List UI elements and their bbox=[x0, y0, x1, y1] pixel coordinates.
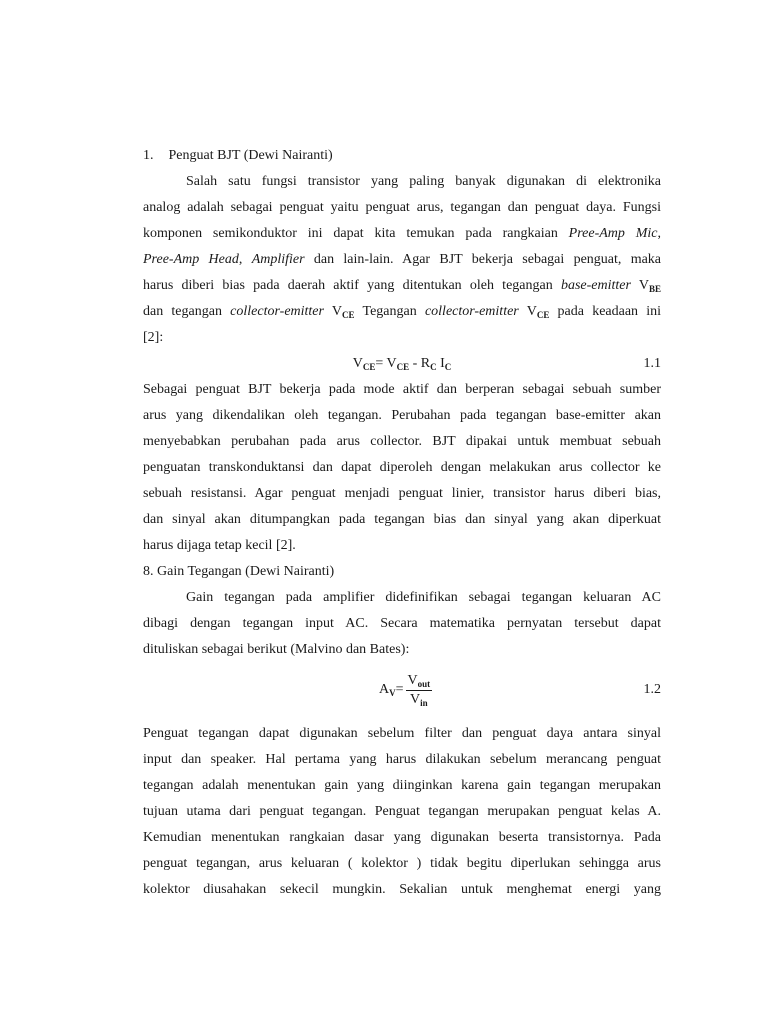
text-span: dan tegangan bbox=[143, 304, 231, 319]
paragraph-line: menyebabkan perubahan pada arus collector. BJT dipakai untuk membuat sebuah bbox=[143, 434, 661, 449]
eq-symbol: V bbox=[410, 691, 421, 707]
italic-term: collector-emitter bbox=[230, 304, 324, 319]
paragraph-line: Gain tegangan pada amplifier didefinifikan sebagai tegangan keluaran AC bbox=[186, 590, 661, 605]
italic-term: collector-emitter bbox=[424, 304, 519, 319]
paragraph-line: input dan speaker. Hal pertama yang harus dilakukan sebelum merancang penguat bbox=[143, 752, 661, 767]
eq-symbol: A bbox=[379, 682, 390, 697]
fraction-numerator bbox=[406, 672, 433, 691]
paragraph-line: Penguat tegangan dapat digunakan sebelum filter dan penguat daya antara sinyal bbox=[143, 726, 661, 741]
paragraph-line: dituliskan sebagai berikut (Malvino dan Bates): bbox=[143, 642, 410, 657]
paragraph-line: arus yang dikendalikan oleh tegangan. Perubahan pada tegangan base-emitter akan bbox=[143, 408, 661, 423]
document-page bbox=[143, 143, 661, 903]
paragraph-line: sebuah resistansi. Agar penguat menjadi penguat linier, transistor harus diberi bias, bbox=[143, 486, 661, 501]
equation-body bbox=[379, 667, 432, 713]
paragraph-line: Salah satu fungsi transistor yang paling banyak digunakan di elektronika bbox=[186, 174, 661, 189]
subscript: BE bbox=[649, 284, 661, 294]
fraction-denominator bbox=[408, 691, 430, 709]
paragraph-line: Sebagai penguat BJT bekerja pada mode aktif dan berperan sebagai sebuah sumber bbox=[143, 382, 661, 397]
paragraph-line: tegangan adalah menentukan gain yang diinginkan karena gain tegangan merupakan bbox=[143, 778, 661, 793]
eq-symbol: V bbox=[407, 672, 418, 688]
section-heading-1 bbox=[143, 143, 661, 169]
text-span: V bbox=[518, 304, 537, 319]
text-span: komponen semikonduktor ini dapat kita temukan pada rangkaian bbox=[143, 226, 569, 241]
paragraph-line: [2]: bbox=[143, 330, 164, 345]
text-span: V bbox=[323, 304, 343, 319]
subscript: CE bbox=[396, 362, 410, 372]
paragraph-line bbox=[143, 273, 661, 299]
fraction bbox=[406, 672, 433, 709]
subscript: C bbox=[430, 362, 437, 372]
paragraph-line: penguat tegangan, arus keluaran ( kolektor ) tidak begitu diperlukan sehingga arus bbox=[143, 856, 661, 871]
paragraph-line: dibagi dengan tegangan input AC. Secara matematika pernyatan tersebut dapat bbox=[143, 616, 661, 631]
paragraph-line bbox=[143, 247, 661, 273]
section-heading-8: 8. Gain Tegangan (Dewi Nairanti) bbox=[143, 564, 335, 579]
text-span: Tegangan bbox=[354, 304, 425, 319]
section-number: 1. bbox=[143, 148, 154, 163]
paragraph-4 bbox=[143, 721, 661, 903]
text-span: V bbox=[630, 278, 649, 293]
paragraph-1 bbox=[143, 169, 661, 351]
text-span: harus diberi bias pada daerah aktif yang ditentukan oleh tegangan bbox=[143, 278, 561, 293]
equation-1-2 bbox=[143, 667, 661, 713]
subscript: C bbox=[444, 362, 452, 372]
eq-symbol: = V bbox=[375, 356, 397, 371]
equation-number: 1.1 bbox=[643, 356, 661, 371]
section-title: Penguat BJT (Dewi Nairanti) bbox=[168, 148, 333, 163]
paragraph-line: tujuan utama dari penguat tegangan. Penguat tegangan merupakan penguat kelas A. bbox=[143, 804, 661, 819]
subscript: V bbox=[389, 688, 396, 698]
equation-1-1 bbox=[143, 351, 661, 377]
eq-symbol: = bbox=[395, 682, 404, 697]
paragraph-line: Kemudian menentukan rangkaian dasar yang digunakan beserta transistornya. Pada bbox=[143, 830, 661, 845]
paragraph-line: penguatan transkonduktansi dan dapat diperoleh dengan melakukan arus collector ke bbox=[143, 460, 661, 475]
italic-term: base-emitter bbox=[560, 278, 631, 293]
italic-term: Amplifier bbox=[251, 252, 305, 267]
italic-term: Pree-Amp Mic bbox=[568, 226, 658, 241]
text-span: , bbox=[238, 252, 252, 267]
subscript: out bbox=[417, 678, 431, 689]
subscript: in bbox=[420, 697, 428, 708]
subscript: CE bbox=[342, 310, 355, 320]
paragraph-line bbox=[143, 299, 661, 325]
eq-symbol: - R bbox=[409, 356, 431, 371]
paragraph-3 bbox=[143, 585, 661, 663]
text-span: , bbox=[657, 226, 661, 241]
paragraph-line bbox=[143, 221, 661, 247]
paragraph-2 bbox=[143, 377, 661, 559]
spacer bbox=[143, 713, 661, 721]
eq-symbol: V bbox=[352, 356, 363, 371]
text-span: pada keadaan ini bbox=[549, 304, 661, 319]
paragraph-line: harus dijaga tetap kecil [2]. bbox=[143, 538, 296, 553]
eq-symbol: I bbox=[436, 356, 445, 371]
italic-term: Pree-Amp Head bbox=[143, 252, 239, 267]
paragraph-line: analog adalah sebagai penguat yaitu penguat arus, tegangan dan penguat daya. Fungsi bbox=[143, 200, 661, 215]
paragraph-line: kolektor diusahakan sekecil mungkin. Sekalian untuk menghemat energi yang bbox=[143, 882, 661, 897]
subscript: CE bbox=[536, 310, 550, 320]
equation-body bbox=[143, 351, 661, 377]
subscript: CE bbox=[362, 362, 376, 372]
equation-number: 1.2 bbox=[643, 682, 661, 697]
paragraph-line: dan sinyal akan ditumpangkan pada tegangan bias dan sinyal yang akan diperkuat bbox=[143, 512, 661, 527]
text-span: dan lain-lain. Agar BJT bekerja sebagai penguat, maka bbox=[304, 252, 661, 267]
